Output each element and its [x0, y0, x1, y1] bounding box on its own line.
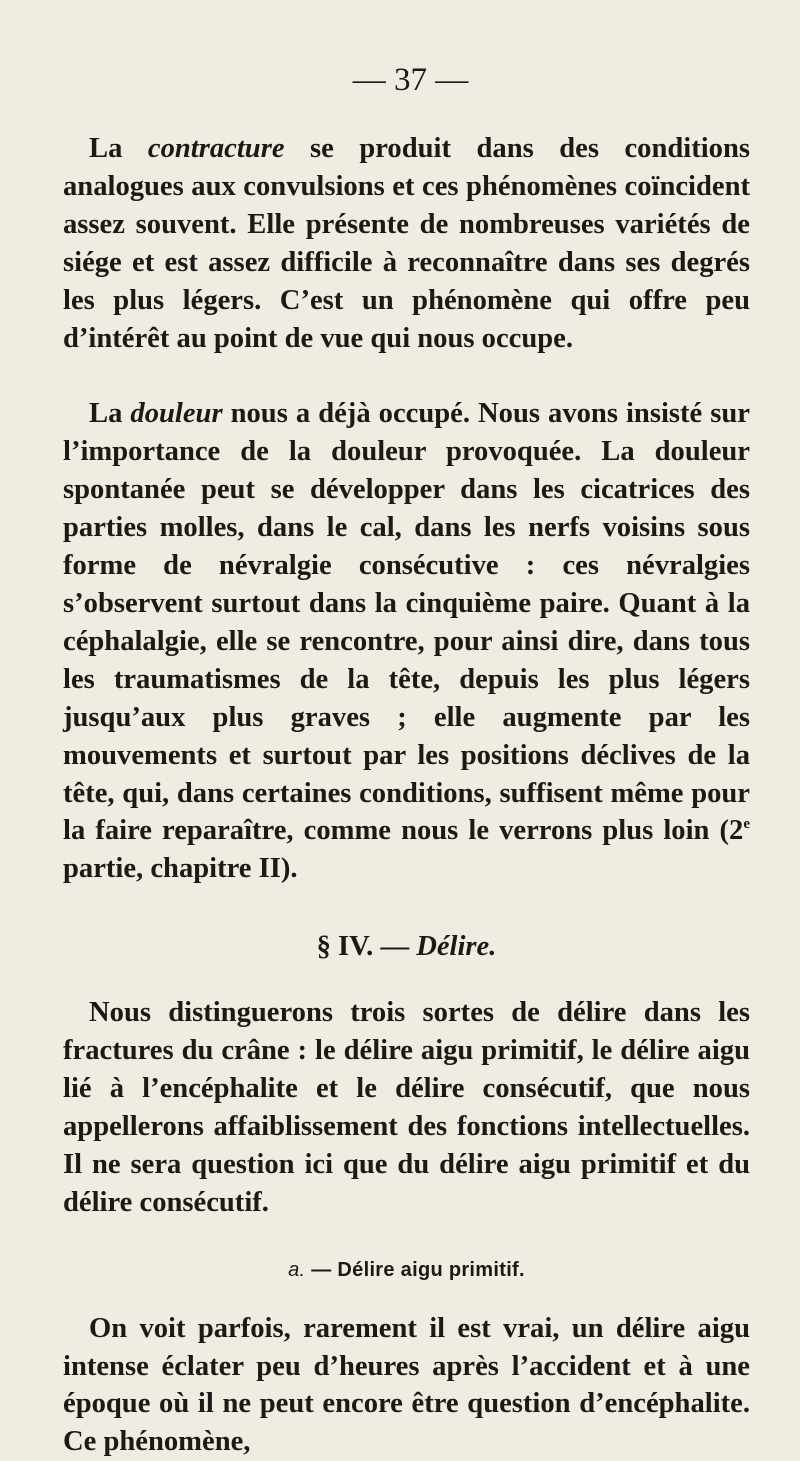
- paragraph-lead: La: [89, 398, 131, 430]
- subsection-letter: a.: [288, 1258, 306, 1281]
- section-title: Délire.: [416, 931, 497, 963]
- paragraph-body-end: partie, chapitre II).: [63, 853, 298, 885]
- page-number: — 37 —: [352, 62, 469, 98]
- subsection-heading: [63, 1256, 750, 1284]
- paragraph-douleur: [63, 395, 750, 888]
- paragraph-contracture: [63, 130, 750, 357]
- section-heading: [63, 928, 750, 966]
- paragraph-body: se produit dans des conditions analogues aux convulsions et ces phénomènes coïncident assez souvent. Elle présente de nombreuses variétés de siége et est assez difficile à reconnaître dans ses degrés les plus légers. C’est un phénomène qui offre peu d’intérêt au point de vue qui nous occupe.: [63, 133, 750, 354]
- paragraph-body: nous a déjà occupé. Nous avons insisté sur l’importance de la douleur provoquée. La douleur spontanée peut se développer dans les cicatrices des parties molles, dans le cal, dans les nerfs voisins sous forme de névralgie consécutive : ces névralgies s’observent surtout dans la cinquième paire. Quant à la céphalalgie, elle se rencontre, pour ainsi dire, dans tous les traumatismes de la tête, depuis les plus légers jusqu’aux plus graves ; elle augmente par les mouvements et surtout par les positions déclives de la tête, qui, dans certaines conditions, suffisent même pour la faire reparaître, comme nous le verrons plus loin (2: [63, 398, 750, 847]
- section-number: § IV. —: [316, 931, 417, 963]
- paragraph-lead: La: [89, 133, 148, 164]
- paragraph-delire-aigu: On voit parfois, rarement il est vrai, un délire aigu intense éclater peu d’heures après l’accident et à une époque où il ne peut encore être question d’encéphalite. Ce phénomène,: [63, 1312, 750, 1458]
- superscript-e: e: [743, 816, 750, 833]
- paragraph-delire: Nous distinguerons trois sortes de délire dans les fractures du crâne : le délire aigu primitif, le délire aigu lié à l’encéphalite et le délire consécutif, que nous appellerons affaiblissement des fonctions intellectuelles. Il ne sera question ici que du délire aigu primitif et du délire consécutif.: [63, 997, 750, 1218]
- italic-term-douleur: douleur: [130, 398, 223, 430]
- subsection-title: — Délire aigu primitif.: [305, 1258, 525, 1281]
- italic-term-contracture: contracture: [147, 133, 285, 164]
